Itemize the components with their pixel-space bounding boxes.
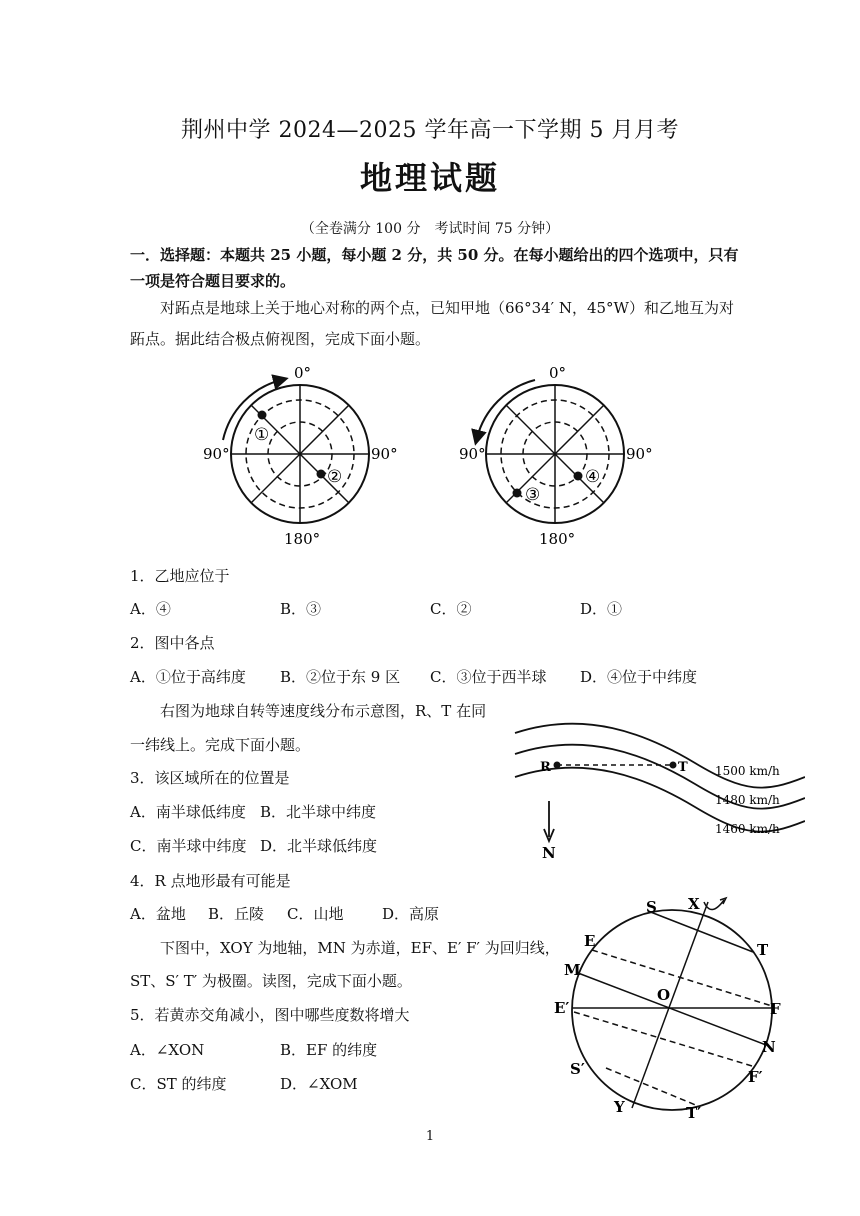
q2-stem: 2．图中各点 <box>130 634 215 652</box>
marker-3: ③ <box>525 485 541 505</box>
q1-option-a[interactable]: A．④ <box>130 600 171 618</box>
q4-stem: 4．R 点地形最有可能是 <box>130 872 291 890</box>
q5-option-b[interactable]: B．EF 的纬度 <box>280 1041 378 1059</box>
q2-option-b[interactable]: B．②位于东 9 区 <box>280 668 401 686</box>
marker-1: ① <box>254 425 270 445</box>
label-t-prime: T′ <box>686 1104 702 1122</box>
q3-stem: 3．该区域所在的位置是 <box>130 769 290 787</box>
north-label: N <box>542 844 556 862</box>
right-label-top: 0° <box>549 364 567 382</box>
polar-view-figure <box>195 360 665 555</box>
label-s: S <box>646 898 657 916</box>
speed-label-1460: 1460 km/h <box>715 822 780 836</box>
q4-option-a[interactable]: A．盆地 <box>130 905 186 923</box>
label-s-prime: S′ <box>570 1060 585 1078</box>
speed-label-1480: 1480 km/h <box>715 793 780 807</box>
exam-title: 荆州中学 2024—2025 学年高一下学期 5 月月考 <box>181 118 679 143</box>
speed-label-1500: 1500 km/h <box>715 764 780 778</box>
intro3-line1: 下图中，XOY 为地轴，MN 为赤道，EF、E′ F′ 为回归线， <box>160 939 560 957</box>
right-label-bottom: 180° <box>539 530 576 548</box>
earth-axis-figure <box>548 888 798 1128</box>
point-r: R <box>540 760 551 775</box>
label-m: M <box>564 961 581 979</box>
right-polar-diagram <box>459 364 653 548</box>
right-label-right: 90° <box>626 445 653 463</box>
q4-option-c[interactable]: C．山地 <box>287 905 344 923</box>
exam-info: （全卷满分 100 分 考试时间 75 分钟） <box>300 221 560 237</box>
subject-title: 地理试题 <box>359 159 500 197</box>
marker-2: ② <box>327 467 343 487</box>
q1-option-b[interactable]: B．③ <box>280 600 322 618</box>
label-f: F <box>770 1000 781 1018</box>
q2-option-c[interactable]: C．③位于西半球 <box>430 668 547 686</box>
left-label-bottom: 180° <box>284 530 321 548</box>
intro1-line1: 对跖点是地球上关于地心对称的两个点，已知甲地（66°34′ N，45°W）和乙地互为对 <box>160 299 734 317</box>
intro1-line2: 跖点。据此结合极点俯视图，完成下面小题。 <box>130 330 431 348</box>
q4-option-d[interactable]: D．高原 <box>382 905 440 923</box>
label-x: X <box>688 895 700 913</box>
left-label-right: 90° <box>371 445 398 463</box>
q2-option-a[interactable]: A．①位于高纬度 <box>130 668 246 686</box>
label-y: Y <box>614 1098 625 1116</box>
q2-option-d[interactable]: D．④位于中纬度 <box>580 668 698 686</box>
q3-option-a[interactable]: A．南半球低纬度 <box>130 803 246 821</box>
section-heading-line1: 一．选择题：本题共 25 小题，每小题 2 分，共 50 分。在每小题给出的四个选项中，只有 <box>130 246 739 264</box>
left-label-top: 0° <box>294 364 312 382</box>
point-t: T <box>678 760 688 775</box>
section-heading-line2: 一项是符合题目要求的。 <box>130 272 296 290</box>
label-t: T <box>757 941 769 959</box>
q5-option-c[interactable]: C．ST 的纬度 <box>130 1075 227 1093</box>
intro3-line2: ST、S′ T′ 为极圈。读图，完成下面小题。 <box>130 972 412 990</box>
q3-option-d[interactable]: D．北半球低纬度 <box>260 837 378 855</box>
q3-option-c[interactable]: C．南半球中纬度 <box>130 837 247 855</box>
q5-option-d[interactable]: D．∠XOM <box>280 1075 358 1093</box>
marker-4: ④ <box>585 467 601 487</box>
q5-stem: 5．若黄赤交角减小，图中哪些度数将增大 <box>130 1006 410 1024</box>
q1-option-c[interactable]: C．② <box>430 600 472 618</box>
intro2-line1: 右图为地球自转等速度线分布示意图，R、T 在同 <box>160 702 487 720</box>
q1-option-d[interactable]: D．① <box>580 600 623 618</box>
page-number: 1 <box>425 1129 435 1144</box>
q3-option-b[interactable]: B．北半球中纬度 <box>260 803 377 821</box>
right-label-left: 90° <box>459 445 486 463</box>
label-e-prime: E′ <box>554 999 570 1017</box>
q4-option-b[interactable]: B．丘陵 <box>208 905 265 923</box>
label-n: N <box>762 1038 776 1056</box>
q5-option-a[interactable]: A．∠XON <box>130 1041 205 1059</box>
label-f-prime: F′ <box>748 1068 763 1086</box>
intro2-line2: 一纬线上。完成下面小题。 <box>130 736 311 754</box>
rotation-speed-figure <box>505 715 805 865</box>
left-label-left: 90° <box>203 445 230 463</box>
label-o: O <box>657 986 671 1004</box>
q1-stem: 1．乙地应位于 <box>130 567 230 585</box>
label-e: E <box>584 932 596 950</box>
left-polar-diagram <box>203 364 398 548</box>
